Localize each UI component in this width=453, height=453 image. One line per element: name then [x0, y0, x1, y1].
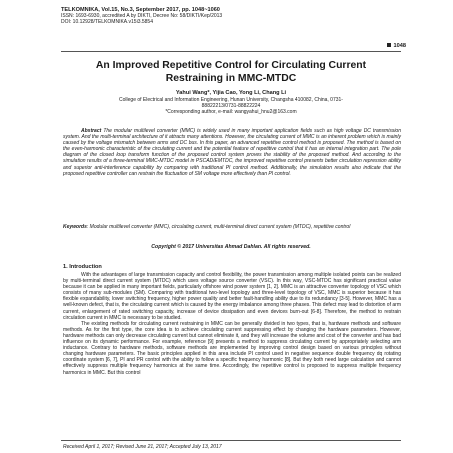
keywords-label: Keywords: [63, 224, 87, 230]
affiliation: College of Electrical and Information Engineering, Hunan University, Changsha 410082, China, 0731- 88822213/0731-88822224 *Corresponding author, e-mail: wangyahui_hnu2@163.com: [119, 97, 343, 116]
square-bullet-icon: [387, 43, 391, 47]
keywords-text: : Modular multilevel converter (MMC), circulating current, multi-terminal direct current system (MTDC), repetitive control: [86, 224, 351, 230]
article-title: An Improved Repetitive Control for Circulating Current Restraining in MMC-MTDC: [95, 60, 367, 84]
abstract: [63, 128, 401, 177]
author-list: Yahui Wang*, Yijia Cao, Yong Li, Chang Li: [175, 90, 287, 96]
keywords: [63, 224, 401, 230]
copyright-notice: Copyright © 2017 Universitas Ahmad Dahlan. All rights reserved.: [151, 244, 311, 250]
doi-line: DOI: 10.12928/TELKOMNIKA.v15i3.5854: [61, 19, 153, 25]
abstract-label: Abstract: [81, 128, 102, 134]
paragraph: With the advantages of large transmission capacity and control flexibility, the power transmission among multiple isolated points can be realized by multi-terminal direct current system (MTDC) which uses voltage source converter (VSC). In this way, VSC-MTDC has significant practical value because it can be applied in many important fields, particularly offshore wind power system [1, 2]. MMC is an attractive converter topology of VSC which consists of many sub-modules (SM). Comparing with traditional two-level topology and three-level topology of VSC, MMC is superior because it has flexible expandability, lower switching frequency, higher power quality and better fault-handling ability due to its redundancy [3-5]. However, MMC has a well-known defect, that is, the circulating current which is caused by the energy imbalance among three phases. This defect may lead to distortion of arm current, enlargement of rated switching capacity, increase of device dissipation and even devices burn-out [6-8]. Therefore, the method to restrain circulation current in MMC is necessary to be studied.: [63, 272, 401, 321]
footer-divider: [61, 440, 401, 441]
journal-line: TELKOMNIKA, Vol.15, No.3, September 2017, pp. 1048~1060: [61, 7, 220, 13]
journal-header: [61, 7, 401, 25]
body-text: [63, 272, 401, 376]
paragraph: The existing methods for circulating current restraining in MMC can be generally divided in two types, that is, hardware methods and software methods. As for the first type, the core idea is to achieve circulating current suppressing effect by changing the hardware parameters. However, hardware methods can only decrease circulating current but cannot eliminate it, and they will increase the volume and cost of the converter and has bad influence on its dynamic performance. For example, reference [9] presents a method to suppress circulating current by appropriately selecting arm inductance. Contrary to hardware methods, software methods are implemented by improving control design based on various principles without changing hardware parameters. The basic principles applied in this area include PI control used in negative sequence double frequency dq rotating coordinate system [6, 7], PI and PR control with the ability to follow a specific frequency harmonic [8]. But they both need large calculation and cannot effectively suppress multiple frequency harmonics at the same time. Accordingly, the repetitive control is proposed to suppress multiple frequency harmonics in MMC. But this control: [63, 320, 401, 376]
abstract-text: The modular multilevel converter (MMC) is widely used in many important application fields such as high voltage DC transmission system. And the multi-terminal architecture of it attracts many attentions. However, the circulating current of MMC is an inherent problem which is mainly caused by the voltage mismatch between arms and DC bus. In this paper, an advanced repetitive control method is proposed. The method is based on the even-harmonic characteristic of the circulating current and the potential feature of repetitive control that it has an internal integration part. The pole diagram of the closed loop transform function of the proposed control system proves the stability of the proposed method. And according to the simulation results of a three-terminal MMC-MTDC model in PSCAD/EMTDC, the improved repetitive control presents better circulation repression ability and superior anti-interference capability by comparing with traditional PI control method. Additionally, the simulation results also indicate that the proposed repetitive controller can restrain the fluctuation of SM voltage more effectively than PI control.: [63, 128, 401, 177]
header-divider: [61, 51, 401, 52]
page-number: 1048: [387, 43, 406, 49]
section-heading: 1. Introduction: [63, 264, 102, 270]
issn-line: ISSN: 1693-6930, accredited A by DIKTI, Decree No: 58/DIKTI/Kep/2013: [61, 13, 223, 19]
received-dates: Received April 1, 2017; Revised June 21, 2017; Accepted July 13, 2017: [63, 444, 222, 450]
